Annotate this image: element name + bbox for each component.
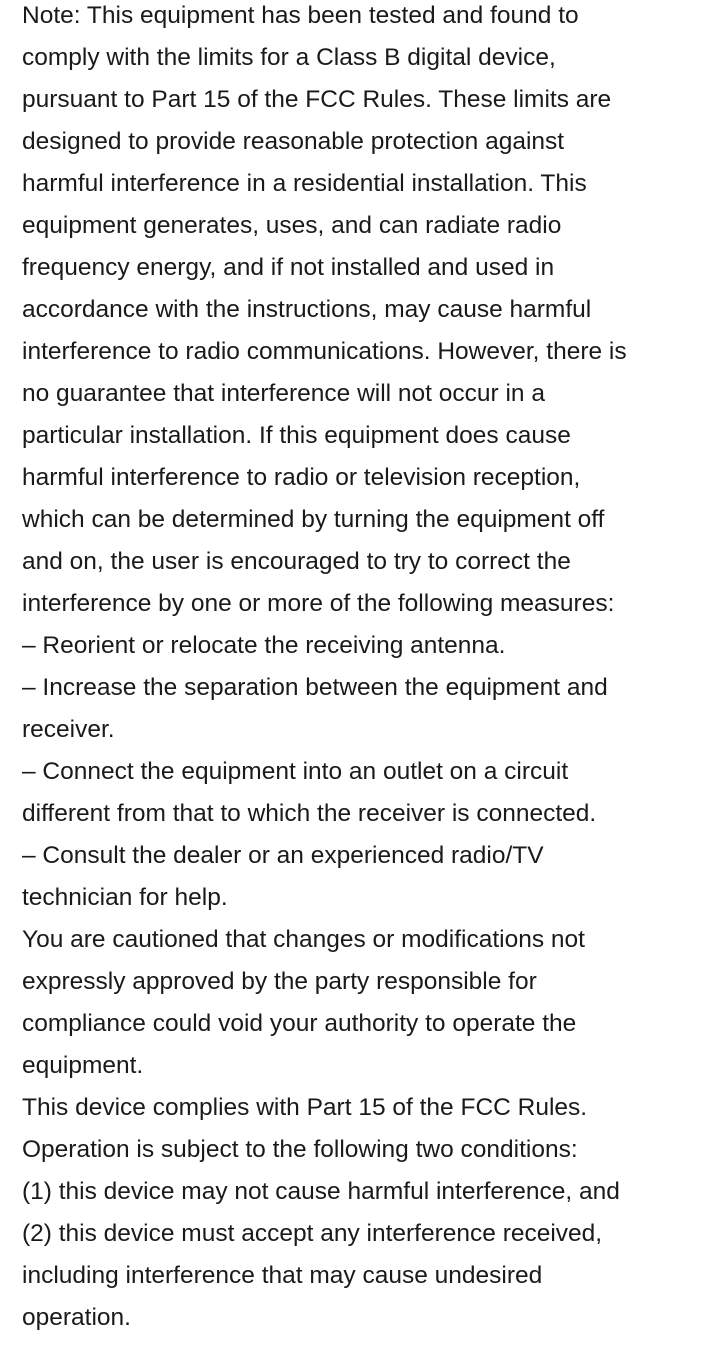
text-line: You are cautioned that changes or modifications not — [22, 926, 585, 953]
text-line: (1) this device may not cause harmful interference, and — [22, 1178, 620, 1205]
text-line: receiver. — [22, 716, 115, 743]
text-line: which can be determined by turning the equipment off — [22, 506, 605, 533]
bullet-line: – Reorient or relocate the receiving antenna. — [22, 632, 506, 659]
text-line: expressly approved by the party responsible for — [22, 968, 537, 995]
text-line: operation. — [22, 1304, 131, 1331]
text-line: Operation is subject to the following two conditions: — [22, 1136, 578, 1163]
text-line: (2) this device must accept any interference received, — [22, 1220, 603, 1247]
text-line: Note: This equipment has been tested and found to — [22, 2, 579, 29]
bullet-line: – Connect the equipment into an outlet on a circuit — [22, 758, 569, 785]
text-line: and on, the user is encouraged to try to correct the — [22, 548, 571, 575]
text-line: interference by one or more of the following measures: — [22, 590, 615, 617]
text-line: harmful interference to radio or television reception, — [22, 464, 581, 491]
text-line: This device complies with Part 15 of the FCC Rules. — [22, 1094, 588, 1121]
text-line: particular installation. If this equipment does cause — [22, 422, 571, 449]
text-line: harmful interference in a residential installation. This — [22, 170, 587, 197]
text-line: technician for help. — [22, 884, 228, 911]
bullet-line: – Increase the separation between the equipment and — [22, 674, 608, 701]
bullet-line: – Consult the dealer or an experienced radio/TV — [22, 842, 544, 869]
text-line: compliance could void your authority to operate the — [22, 1010, 577, 1037]
text-line: interference to radio communications. However, there is — [22, 338, 627, 365]
text-line: designed to provide reasonable protection against — [22, 128, 565, 155]
text-line: accordance with the instructions, may cause harmful — [22, 296, 592, 323]
text-line: comply with the limits for a Class B digital device, — [22, 44, 556, 71]
text-line: equipment. — [22, 1052, 144, 1079]
text-line: frequency energy, and if not installed and used in — [22, 254, 555, 281]
text-line: including interference that may cause undesired — [22, 1262, 543, 1289]
text-line: equipment generates, uses, and can radiate radio — [22, 212, 562, 239]
text-line: pursuant to Part 15 of the FCC Rules. These limits are — [22, 86, 612, 113]
text-line: no guarantee that interference will not occur in a — [22, 380, 545, 407]
text-line: different from that to which the receiver is connected. — [22, 800, 597, 827]
